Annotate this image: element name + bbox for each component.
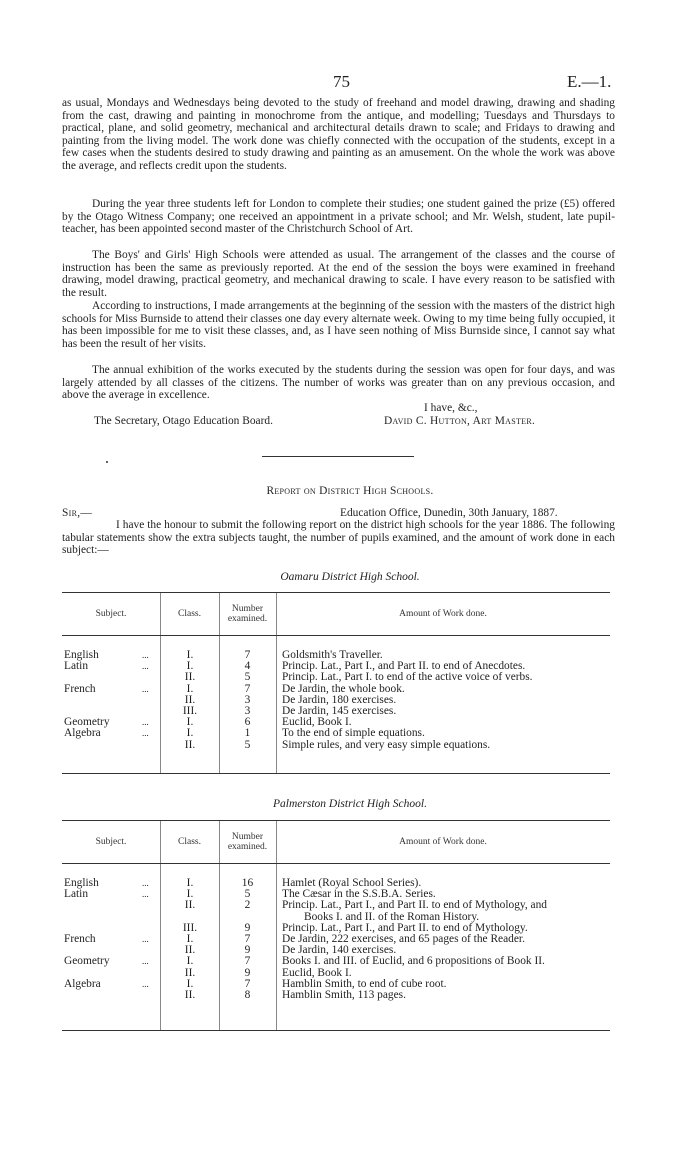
cell-number: 5 (244, 888, 251, 901)
cell-class: II. (184, 966, 196, 979)
cell-work: Princip. Lat., Part I. to end of the active voice of verbs. (282, 671, 533, 684)
cell-work: Euclid, Book I. (282, 716, 352, 729)
cell-work: De Jardin, the whole book. (282, 682, 405, 695)
cell-leader-dots: ... (142, 661, 149, 672)
cell-work: Princip. Lat., Part I., and Part II. to end of Mythology. (282, 921, 528, 934)
cell-leader-dots: ... (142, 728, 149, 739)
signature: David C. Hutton, Art Master. (384, 415, 536, 427)
cell-class: II. (184, 738, 196, 751)
cell-number: 16 (241, 877, 254, 889)
cell-class: II. (184, 899, 196, 912)
cell-number: 3 (244, 704, 251, 717)
header-number (219, 821, 276, 863)
cell-work: Books I. and III. of Euclid, and 6 propositions of Book II. (282, 955, 545, 968)
cell-number: 6 (244, 716, 251, 729)
section-divider (262, 456, 414, 457)
palmerston-table (62, 820, 610, 1031)
cell-work: Princip. Lat., Part I., and Part II. to end of Mythology, and (282, 899, 547, 912)
cell-class: III. (182, 921, 198, 934)
cell-number: 7 (244, 955, 251, 968)
table-body (62, 636, 610, 751)
table-row (62, 956, 610, 967)
header-number-line1: Number (231, 604, 264, 614)
cell-class: II. (184, 693, 196, 706)
cell-work: Hamblin Smith, to end of cube root. (282, 977, 447, 990)
cell-number: 9 (244, 966, 251, 979)
cell-leader-dots: ... (142, 956, 149, 967)
oamaru-table (62, 592, 610, 774)
cell-work-continuation: Books I. and II. of the Roman History. (304, 910, 480, 923)
cell-class: II. (184, 988, 196, 1001)
header-subject: Subject. (95, 837, 127, 847)
cell-leader-dots: ... (142, 933, 149, 944)
header-number-line2: examined. (227, 842, 268, 852)
cell-work: The Cæsar in the S.S.B.A. Series. (282, 888, 436, 901)
table-body (62, 864, 610, 1001)
cell-number: 8 (244, 988, 251, 1001)
art-report-paragraph-3: The Boys' and Girls' High Schools were attended as usual. The arrangement of the classes and the course of instruction has been the same as previously reported. At the end of the session the boys were examined in freehand drawing, model drawing, practical geometry, and mechanical drawing to scale. I have every reason to be satisfied with the result. (62, 249, 615, 299)
cell-class: I. (186, 660, 194, 673)
cell-number: 3 (244, 693, 251, 706)
oamaru-table-title: Oamaru District High School. (280, 571, 420, 583)
header-class: Class. (178, 837, 201, 847)
cell-work: De Jardin, 145 exercises. (282, 704, 397, 717)
cell-class: I. (186, 877, 194, 889)
salutation: Sir,— (62, 507, 93, 519)
cell-class: II. (184, 671, 196, 684)
cell-leader-dots: ... (142, 978, 149, 989)
cell-subject: Algebra (64, 977, 101, 990)
cell-class: I. (186, 649, 194, 661)
cell-work: De Jardin, 222 exercises, and 65 pages of the Reader. (282, 932, 525, 945)
cell-subject: Geometry (64, 955, 110, 968)
cell-number: 5 (244, 671, 251, 684)
art-report-paragraph-5: The annual exhibition of the works executed by the students during the session was open for four days, and was largely attended by all classes of the citizens. The number of works was greater than on any previous occasion, and above the average in excellence. (62, 364, 615, 402)
cell-number: 7 (244, 932, 251, 945)
art-report-paragraph-4: According to instructions, I made arrangements at the beginning of the session with the masters of the district high schools for Miss Burnside to attend their classes one day every alternate week. Owing to my time being fully occupied, it has been impossible for me to visit these classes, and, as I have seen nothing of Miss Burnside since, I cannot say what has been the result of her visits. (62, 300, 615, 350)
cell-work: De Jardin, 140 exercises. (282, 944, 397, 957)
table-row (62, 990, 610, 1001)
cell-number: 9 (244, 921, 251, 934)
cell-subject: French (64, 932, 96, 945)
cell-number: 4 (244, 660, 251, 673)
header-number-line1: Number (231, 832, 264, 842)
report-title: Report on District High Schools. (266, 485, 434, 497)
cell-class: I. (186, 955, 194, 968)
page-number: 75 (333, 72, 350, 91)
cell-class: I. (186, 682, 194, 695)
cell-leader-dots: ... (142, 878, 149, 888)
table-row (62, 900, 610, 922)
cell-number: 1 (244, 727, 251, 740)
cell-work: To the end of simple equations. (282, 727, 425, 740)
table-row (62, 672, 610, 683)
cell-number: 7 (244, 649, 251, 661)
closing: I have, &c., (424, 402, 478, 414)
cell-number: 7 (244, 977, 251, 990)
cell-work: De Jardin, 180 exercises. (282, 693, 397, 706)
table-header (62, 593, 610, 636)
cell-number: 2 (244, 899, 251, 912)
cell-subject: English (64, 649, 99, 661)
table-row (62, 728, 610, 739)
header-number-line2: examined. (227, 614, 268, 624)
palmerston-table-title: Palmerston District High School. (273, 798, 427, 810)
cell-leader-dots: ... (142, 717, 149, 728)
header-number (219, 593, 276, 635)
cell-leader-dots: ... (142, 650, 149, 660)
art-report-paragraph-1: as usual, Mondays and Wednesdays being devoted to the study of freehand and model drawing, drawing and shading from the cast, drawing and painting in monochrome from the antique, and modelling; Tuesdays and Thursdays to practical, plane, and solid geometry, mechanical and architectural details drawn to scale; and Fridays to drawing and painting from the living model. The work done was chiefly connected with the occupation of the students, except in a few cases when the students desired to study drawing and painting as an amusement. On the whole the work was above the average, and reflects credit upon the students. (62, 97, 615, 172)
cell-class: I. (186, 977, 194, 990)
cell-subject: Latin (64, 660, 89, 673)
dateline: Education Office, Dunedin, 30th January, 1887. (340, 507, 558, 519)
cell-class: III. (182, 704, 198, 717)
addressee: The Secretary, Otago Education Board. (94, 415, 273, 427)
cell-leader-dots: ... (142, 683, 149, 694)
stray-mark (106, 461, 108, 463)
cell-number: 7 (244, 682, 251, 695)
cell-class: I. (186, 727, 194, 740)
cell-subject: Geometry (64, 716, 110, 729)
table-row (62, 740, 610, 751)
report-intro: I have the honour to submit the following report on the district high schools for the year 1886. The following tabular statements show the extra subjects taught, the number of pupils examined, and the amount of work done in each subject:— (62, 519, 615, 557)
cell-leader-dots: ... (142, 889, 149, 900)
cell-subject: Latin (64, 888, 89, 901)
cell-work: Goldsmith's Traveller. (282, 649, 383, 661)
cell-work: Simple rules, and very easy simple equations. (282, 738, 491, 751)
cell-class: I. (186, 888, 194, 901)
cell-work: Princip. Lat., Part I., and Part II. to end of Anecdotes. (282, 660, 526, 673)
header-work: Amount of Work done. (399, 837, 487, 847)
cell-number: 9 (244, 944, 251, 957)
cell-class: I. (186, 716, 194, 729)
cell-number: 5 (244, 738, 251, 751)
cell-subject: Algebra (64, 727, 101, 740)
cell-subject: English (64, 877, 99, 889)
header-class: Class. (178, 609, 201, 619)
cell-work: Hamblin Smith, 113 pages. (282, 988, 406, 1001)
art-report-paragraph-2: During the year three students left for London to complete their studies; one student gained the prize (£5) offered by the Otago Witness Company; one received an appointment in a private school; and Mr. Welsh, student, late pupil-teacher, has been appointed second master of the Christchurch School of Art. (62, 198, 615, 236)
cell-class: I. (186, 932, 194, 945)
header-work: Amount of Work done. (399, 609, 487, 619)
cell-subject: French (64, 682, 96, 695)
header-subject: Subject. (95, 609, 127, 619)
cell-work: Euclid, Book I. (282, 966, 352, 979)
table-header (62, 821, 610, 864)
cell-work: Hamlet (Royal School Series). (282, 877, 422, 889)
cell-class: II. (184, 944, 196, 957)
page-code: E.—1. (567, 72, 612, 91)
